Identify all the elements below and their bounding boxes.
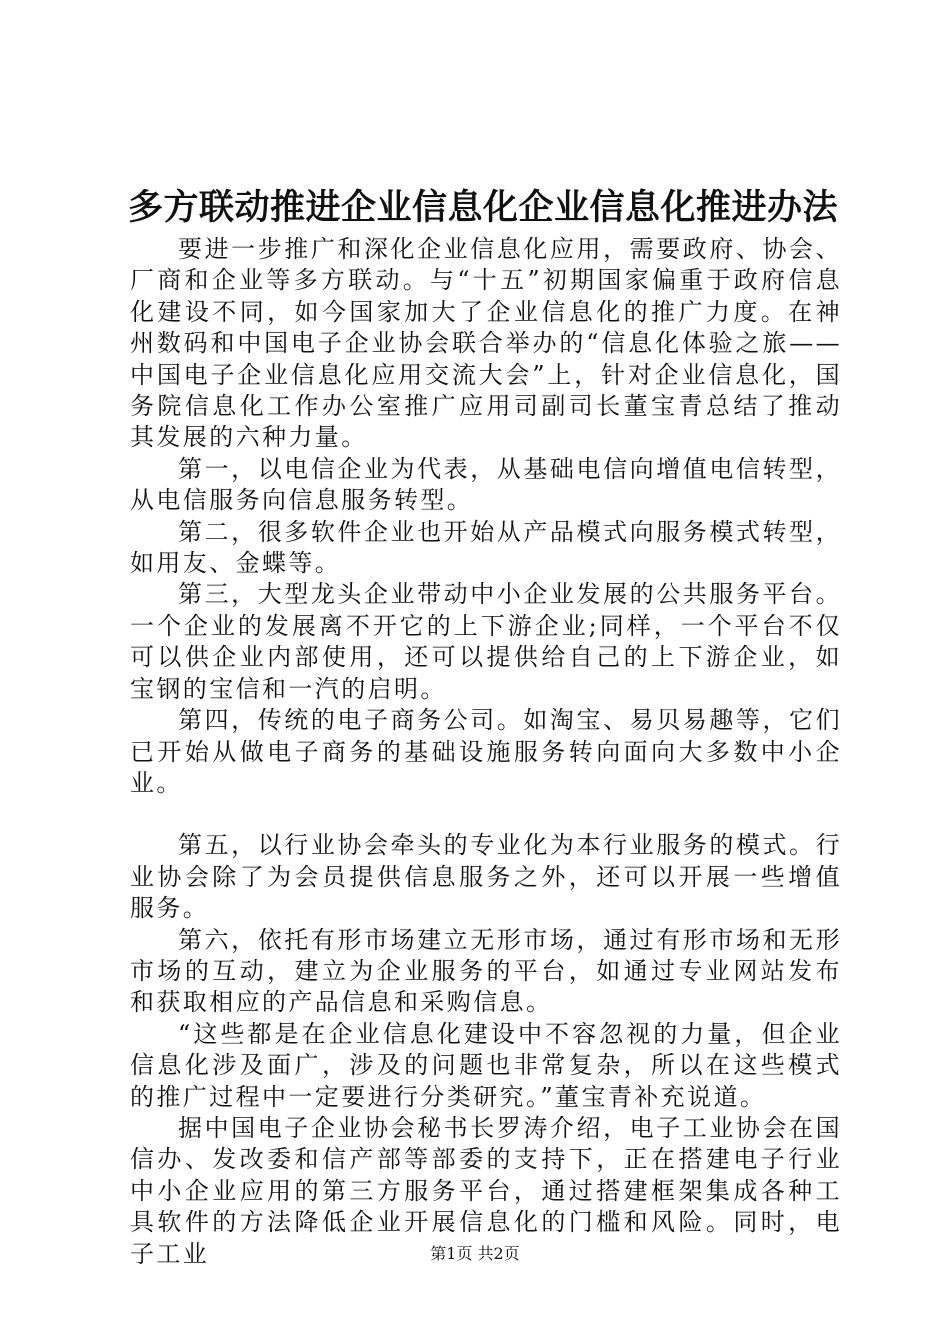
association-paragraph: 据中国电子企业协会秘书长罗涛介绍，电子工业协会在国信办、发改委和信产部等部委的支持下，正在搭建电子行业中小企业应用的第三方服务平台，通过搭建框架集成各种工具软件的方法降低企业开展信息化的门槛和风险。同时，电子工业 (130, 1113, 842, 1268)
force-six-paragraph: 第六，依托有形市场建立无形市场，通过有形市场和无形市场的互动，建立为企业服务的平台，如通过专业网站发布和获取相应的产品信息和采购信息。 (130, 925, 842, 1017)
force-two-paragraph: 第二，很多软件企业也开始从产品模式向服务模式转型，如用友、金蝶等。 (130, 517, 842, 578)
document-body (130, 234, 842, 1270)
intro-paragraph: 要进一步推广和深化企业信息化应用，需要政府、协会、厂商和企业等多方联动。与“十五”初期国家偏重于政府信息化建设不同，如今国家加大了企业信息化的推广力度。在神州数码和中国电子企业协会联合举办的“信息化体验之旅——中国电子企业信息化应用交流大会”上，针对企业信息化，国务院信息化工作办公室推广应用司副司长董宝青总结了推动其发展的六种力量。 (130, 235, 842, 452)
document-title: 多方联动推进企业信息化企业信息化推进办法 (128, 187, 839, 228)
force-five-paragraph: 第五，以行业协会牵头的专业化为本行业服务的模式。行业协会除了为会员提供信息服务之外，还可以开展一些增值服务。 (130, 831, 842, 923)
force-three-paragraph: 第三，大型龙头企业带动中小企业发展的公共服务平台。一个企业的发展离不开它的上下游企业;同样，一个平台不仅可以供企业内部使用，还可以提供给自己的上下游企业，如宝钢的宝信和一汽的启明。 (130, 580, 842, 703)
force-four-paragraph: 第四，传统的电子商务公司。如淘宝、易贝易趣等，它们已开始从做电子商务的基础设施服务转向面向大多数中小企业。 (130, 706, 842, 797)
page-number-footer: 第1页 共2页 (430, 1244, 520, 1263)
quote-paragraph: “这些都是在企业信息化建设中不容忽视的力量，但企业信息化涉及面广，涉及的问题也非常复杂，所以在这些模式的推广过程中一定要进行分类研究。”董宝青补充说道。 (130, 1019, 842, 1111)
force-one-paragraph: 第一，以电信企业为代表，从基础电信向增值电信转型，从电信服务向信息服务转型。 (130, 454, 842, 515)
